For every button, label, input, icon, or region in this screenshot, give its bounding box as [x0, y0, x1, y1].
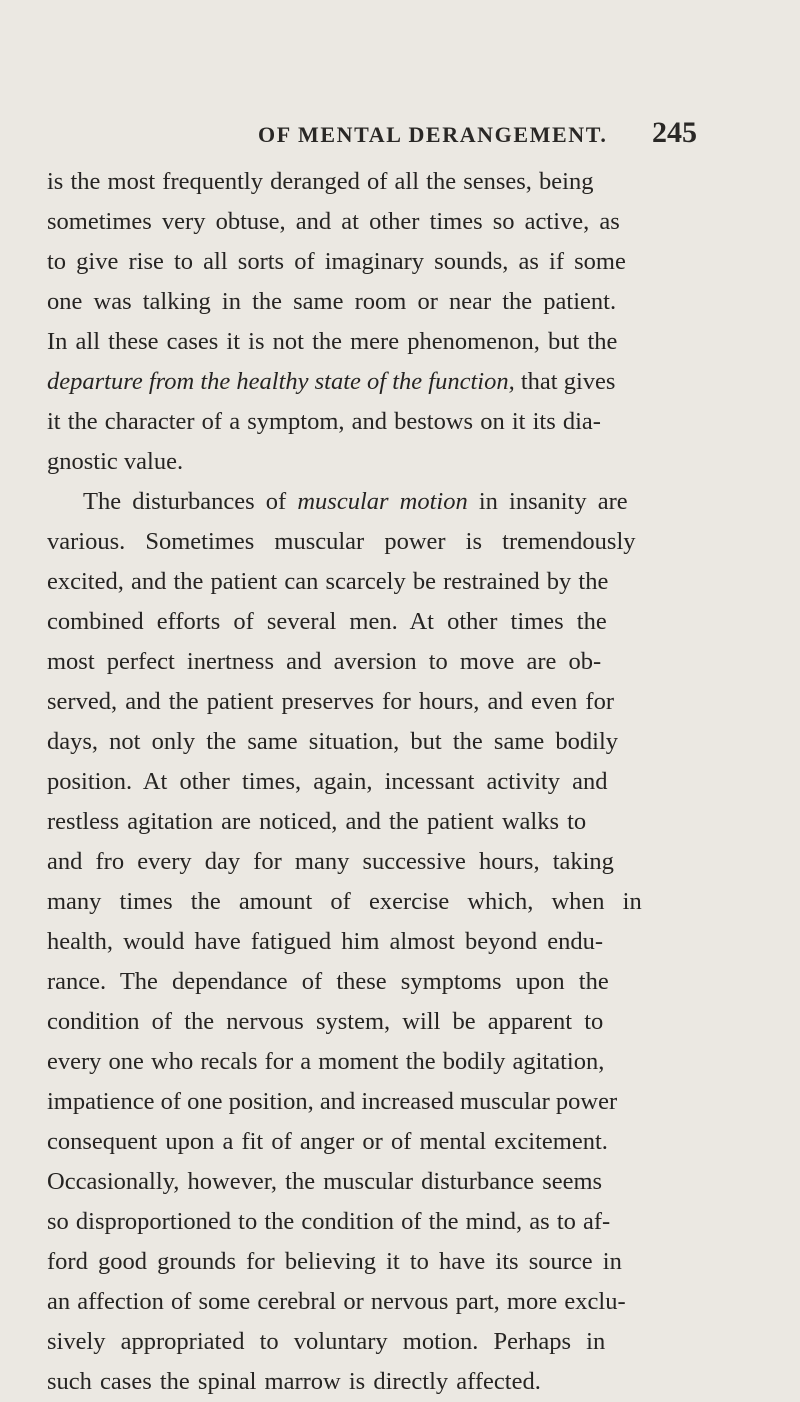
text-line: so disproportioned to the condition of the mind, as to af- — [47, 1208, 611, 1235]
text-line: rance. The dependance of these symptoms upon the — [47, 968, 609, 995]
text-line: an affection of some cerebral or nervous part, more exclu- — [47, 1288, 626, 1315]
text-line: sometimes very obtuse, and at other times so active, as — [47, 208, 620, 235]
text-line: Occasionally, however, the muscular disturbance seems — [47, 1168, 603, 1195]
text-span: The disturbances of — [83, 488, 298, 515]
text-line: it the character of a symptom, and bestows on it its dia- — [47, 408, 601, 435]
text-line: most perfect inertness and aversion to move are ob- — [47, 648, 602, 675]
text-line: gnostic value. — [47, 448, 184, 475]
text-line: ford good grounds for believing it to have its source in — [47, 1248, 622, 1275]
text-line: In all these cases it is not the mere phenomenon, but the — [47, 328, 618, 355]
running-head — [0, 116, 800, 162]
italic-span: departure from the healthy state of the function, — [47, 368, 515, 395]
italic-span: muscular motion — [297, 488, 468, 515]
text-span: in insanity are — [467, 488, 628, 515]
text-line: many times the amount of exercise which, when in — [47, 888, 642, 915]
text-line: combined efforts of several men. At other times the — [47, 608, 607, 635]
text-line: consequent upon a fit of anger or of mental excitement. — [47, 1128, 608, 1155]
text-line: one was talking in the same room or near the patient. — [47, 288, 617, 315]
text-line: every one who recals for a moment the bodily agitation, — [47, 1048, 605, 1075]
text-line: condition of the nervous system, will be apparent to — [47, 1008, 604, 1035]
text-line: excited, and the patient can scarcely be restrained by the — [47, 568, 609, 595]
text-line: served, and the patient preserves for hours, and even for — [47, 688, 615, 715]
text-line — [83, 482, 628, 522]
text-span: that gives — [514, 368, 616, 395]
text-line: days, not only the same situation, but the same bodily — [47, 728, 618, 755]
text-line: impatience of one position, and increased muscular power — [47, 1088, 618, 1115]
text-line — [47, 362, 615, 402]
text-line: position. At other times, again, incessant activity and — [47, 768, 608, 795]
text-line: restless agitation are noticed, and the patient walks to — [47, 808, 587, 835]
text-line: health, would have fatigued him almost beyond endu- — [47, 928, 603, 955]
text-line: sively appropriated to voluntary motion. Perhaps in — [47, 1328, 606, 1355]
text-line: such cases the spinal marrow is directly affected. — [47, 1368, 541, 1395]
text-line: various. Sometimes muscular power is tremendously — [47, 528, 636, 555]
page-number: 245 — [652, 116, 697, 149]
text-line: to give rise to all sorts of imaginary sounds, as if some — [47, 248, 626, 275]
text-line: is the most frequently deranged of all the senses, being — [47, 168, 594, 195]
running-title: OF MENTAL DERANGEMENT. — [258, 122, 608, 147]
text-line: and fro every day for many successive hours, taking — [47, 848, 614, 875]
